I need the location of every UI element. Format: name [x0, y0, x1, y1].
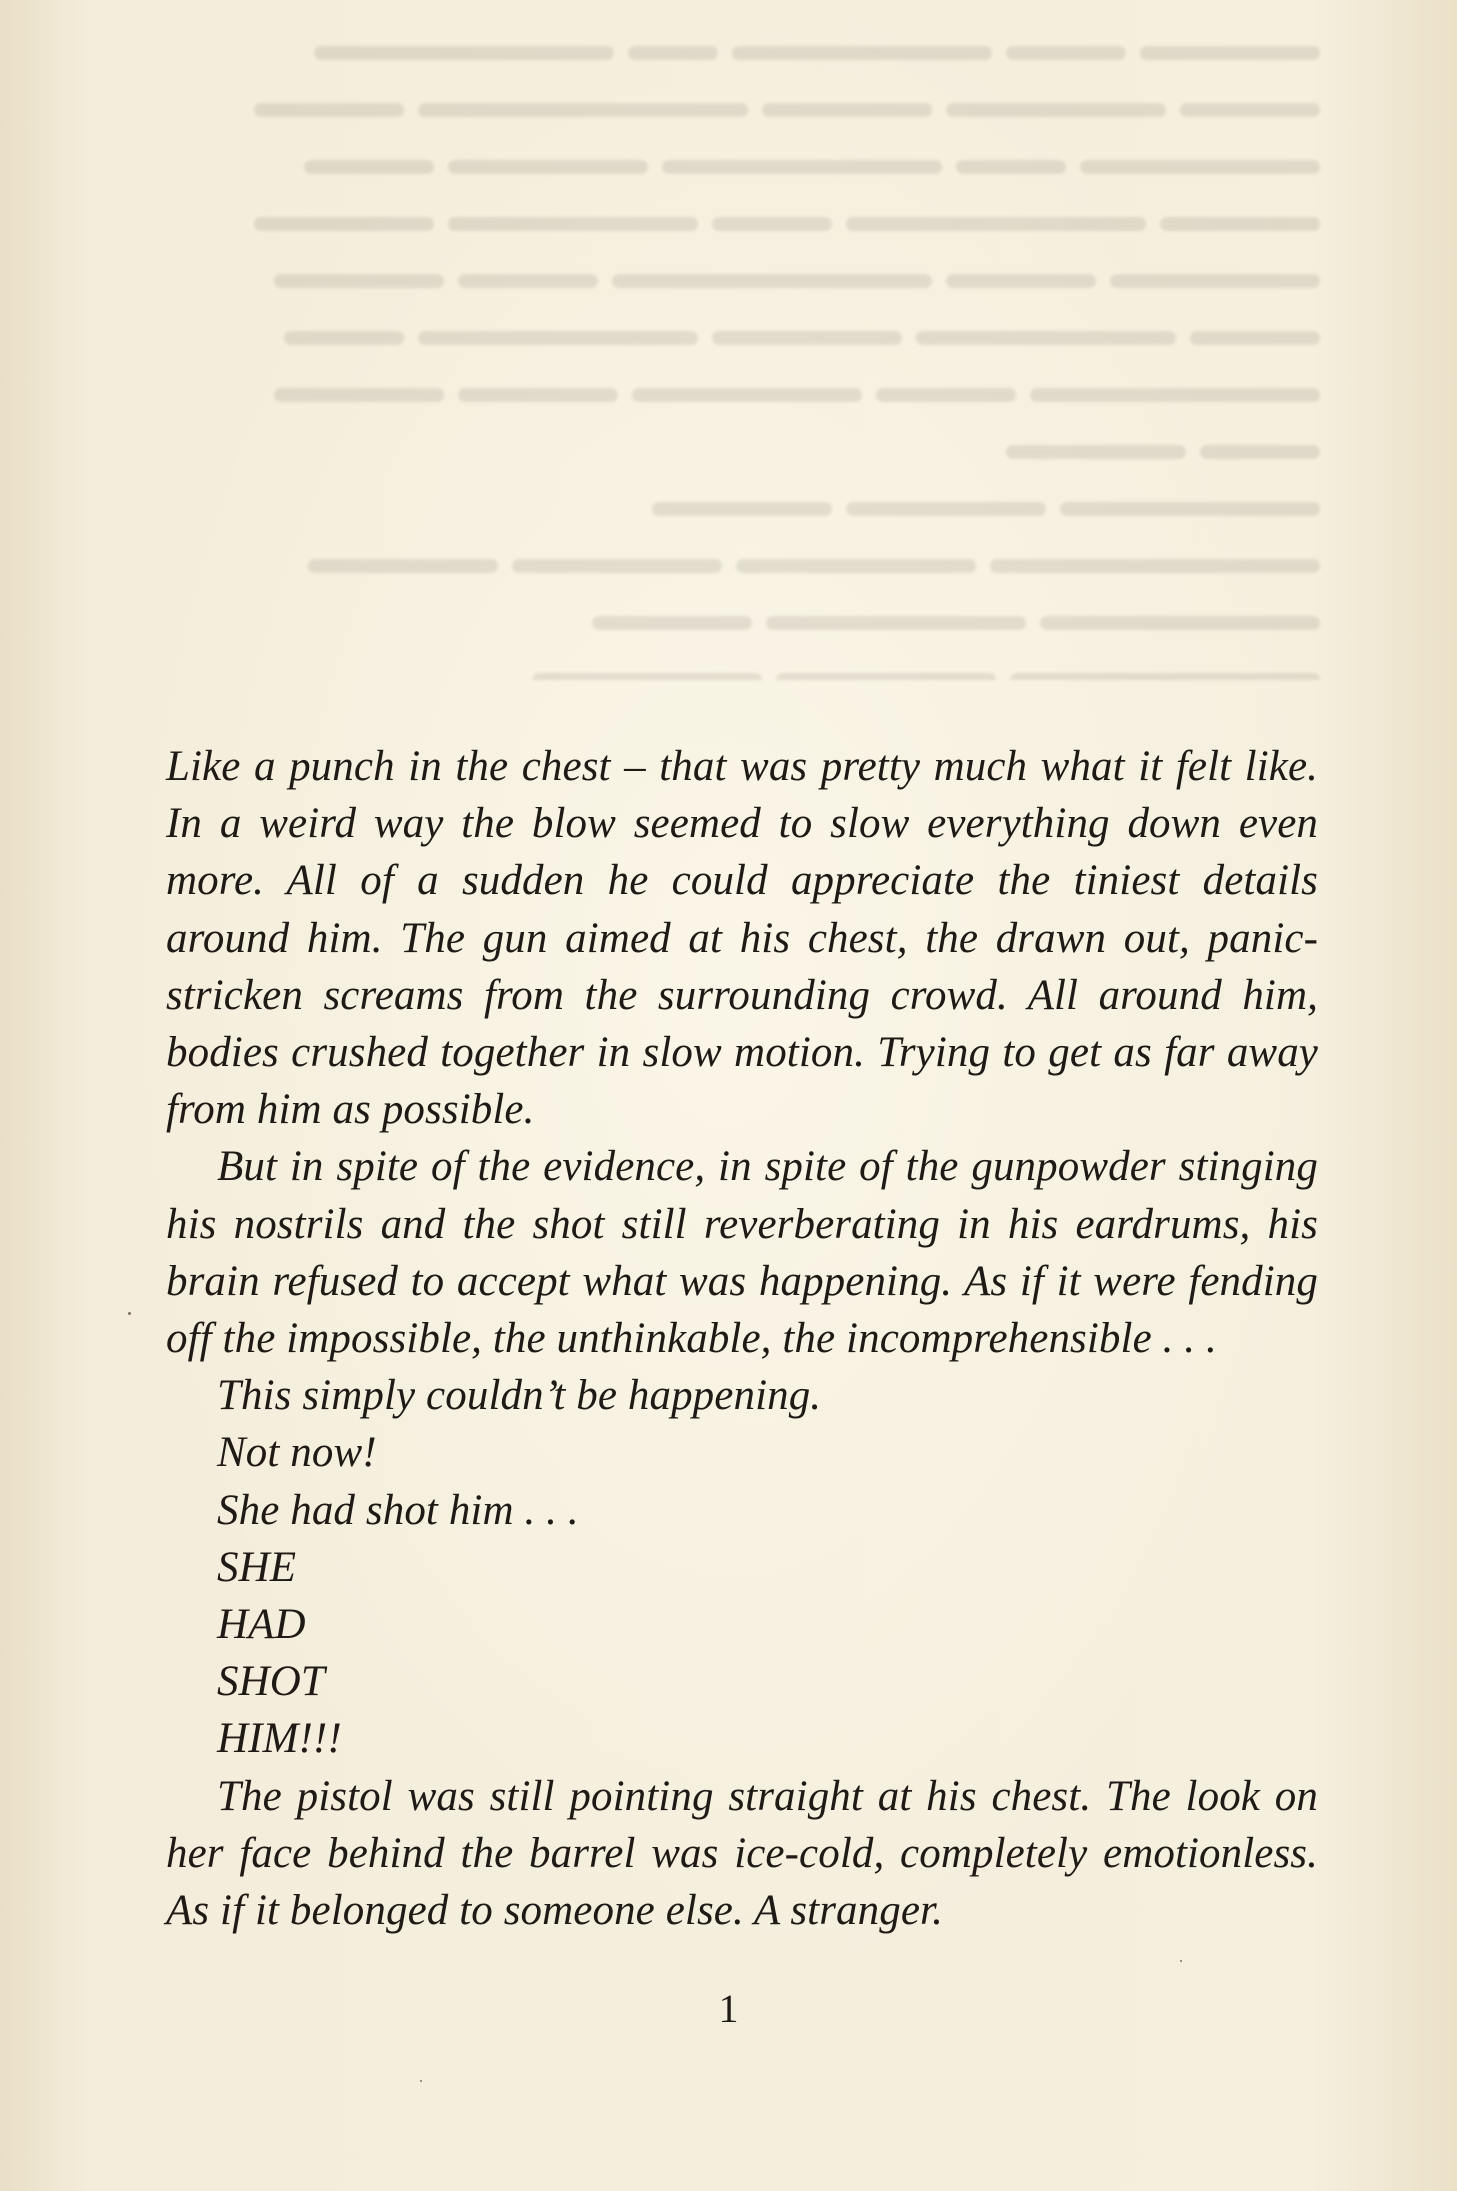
- body-text: [166, 738, 1318, 1939]
- line-she-had-shot-him: She had shot him . . .: [217, 1486, 579, 1534]
- paper-speck: [128, 1312, 131, 1315]
- line-him: HIM!!!: [217, 1715, 342, 1763]
- line-not-now: Not now!: [217, 1429, 377, 1477]
- line-had: HAD: [217, 1601, 306, 1649]
- reverse-side-show-through: [200, 20, 1320, 680]
- paragraph-punch-in-chest: Like a punch in the chest – that was pretty much what it felt like. In a weird way the blow seemed to slow everything down even more. All of a sudden he could appreciate the tiniest details around him. The gun aimed at his chest, the drawn out, panic-stricken screams from the surrounding crowd. All around him, bodies crushed together in slow motion. Trying to get as far away from him as possible.: [166, 743, 1318, 1134]
- paper-speck: [420, 2080, 422, 2082]
- line-shot: SHOT: [217, 1658, 325, 1706]
- line-she: SHE: [217, 1543, 297, 1591]
- paragraph-pistol-pointing: The pistol was still pointing straight at his chest. The look on her face behind the barrel was ice-cold, completely emotionless. As if it belonged to someone else. A stranger.: [166, 1772, 1318, 1935]
- paper-speck: [1180, 1960, 1182, 1962]
- line-couldnt-be-happening: This simply couldn’t be happening.: [217, 1372, 822, 1420]
- page-number: 1: [718, 1986, 739, 2031]
- paragraph-in-spite-of-evidence: But in spite of the evidence, in spite of the gunpowder stinging his nostrils and the shot still reverberating in his eardrums, his brain refused to accept what was happening. As if it were fending off the impossible, the unthinkable, the incomprehensible . . .: [166, 1143, 1318, 1363]
